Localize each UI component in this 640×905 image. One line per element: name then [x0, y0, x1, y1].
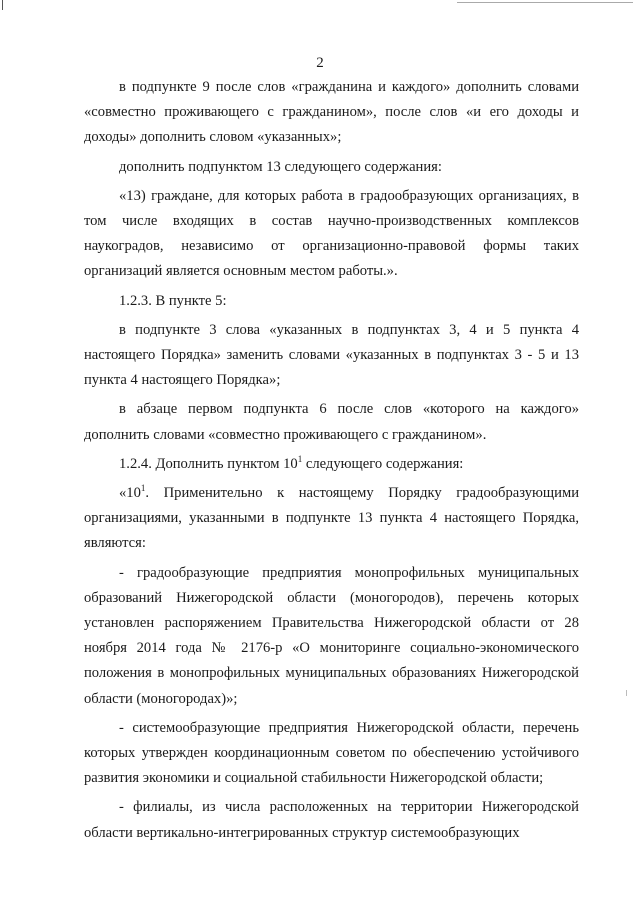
page-number: 2 [316, 55, 324, 71]
list-item-system-enterprises: - системообразующие предприятия Нижегородской области, перечень которых утвержден координационным советом по обеспечению устойчивого развития экономики и социальной стабильности Нижегородской области; [84, 719, 579, 787]
document-body [84, 75, 579, 848]
list-item-branches: - филиалы, из числа расположенных на территории Нижегородской области вертикально-интегрированных структур системообразующих [84, 799, 579, 841]
paragraph-point-1-2-3: 1.2.3. В пункте 5: [119, 292, 227, 309]
paragraph-subpoint-13-text: «13) граждане, для которых работа в градообразующих организациях, в том числе входящих в состав научно-производственных комплексов наукоградов, независимо от организационно-правовой формы таких организаций является основным местом работы.». [84, 187, 579, 280]
paragraph-subpoint-3: в подпункте 3 слова «указанных в подпунктах 3, 4 и 5 пункта 4 настоящего Порядка» заменить словами «указанных в подпунктах 3 - 5 и 13 пункта 4 настоящего Порядка»; [84, 321, 579, 389]
paragraph-subpoint-9: в подпункте 9 после слов «гражданина и каждого» дополнить словами «совместно проживающего с гражданином», после слов «и его доходы и доходы» дополнить словом «указанных»; [84, 79, 579, 146]
scan-artifact-line [457, 2, 633, 3]
paragraph-point-10-1 [84, 481, 579, 557]
point-1-2-4-prefix: 1.2.4. Дополнить пунктом 10 [119, 455, 298, 472]
point-1-2-4-superscript: 1 [297, 453, 303, 464]
scan-artifact-mark [2, 0, 3, 10]
paragraph-add-subpoint-13: дополнить подпунктом 13 следующего содержания: [119, 158, 442, 175]
point-10-1-suffix: . Применительно к настоящему Порядку градообразующими организациями, указанными в подпункте 13 пункта 4 настоящего Порядка, являются: [84, 485, 579, 552]
point-10-1-prefix: «10 [119, 485, 141, 502]
paragraph-subpoint-6: в абзаце первом подпункта 6 после слов «которого на каждого» дополнить словами «совместно проживающего с гражданином». [84, 401, 579, 443]
point-10-1-superscript: 1 [140, 483, 146, 494]
scan-artifact-dot [626, 690, 627, 696]
paragraph-point-1-2-4 [84, 452, 579, 477]
point-1-2-4-suffix: следующего содержания: [302, 455, 464, 472]
list-item-monotowns: - градообразующие предприятия монопрофильных муниципальных образований Нижегородской области (моногородов), перечень которых установлен распоряжением Правительства Нижегородской области от 28 ноября 2014 года № 2176-р «О мониторинге социально-экономического положения в монопрофильных муниципальных образованиях Нижегородской области (моногородах)»; [84, 564, 579, 707]
